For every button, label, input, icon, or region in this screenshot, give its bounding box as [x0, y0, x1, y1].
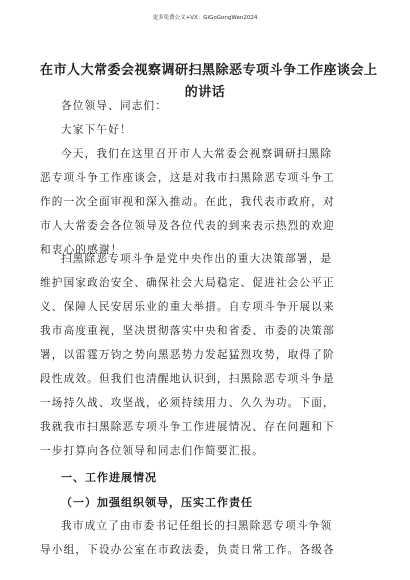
paragraph-line: 义、保障人民安居乐业的重大举措。自专项斗争开展以来 [40, 301, 335, 313]
paragraph-2 [40, 247, 370, 463]
paragraph-line: 和衷心的感谢！ [40, 244, 123, 256]
paragraph-1 [40, 142, 370, 262]
paragraph-line: 作的一次全面审视和深入推动。在此，我代表市政府，对 [40, 196, 335, 208]
paragraph-line: 恶专项斗争工作座谈会，这是对我市扫黑除恶专项斗争工 [40, 172, 335, 184]
paragraph-3 [40, 514, 370, 562]
paragraph-line: 段性成效。但我们也清醒地认识到，扫黑除恶专项斗争是 [40, 373, 335, 385]
section-heading-1: 一、工作进展情况 [61, 471, 157, 484]
title-line-2: 的讲话 [184, 85, 226, 100]
paragraph-line: 导小组，下设办公室在市政法委，负责日常工作。各级各 [40, 544, 335, 556]
title-line-1: 在市人大常委会视察调研扫黑除恶专项斗争工作座谈会上 [40, 63, 378, 78]
header-note: 更多免费公文+VX：GiGoGongWen2024 [152, 15, 258, 21]
paragraph-line: 我市高度重视，坚决贯彻落实中央和省委、市委的决策部 [40, 325, 335, 337]
paragraph-line: 一步打算向各位领导和同志们作简要汇报。 [40, 445, 265, 457]
paragraph-line: 我市成立了由市委书记任组长的扫黑除恶专项斗争领 [61, 520, 333, 532]
salutation: 各位领导、同志们： [61, 100, 168, 112]
subsection-heading-1: （一）加强组织领导，压实工作责任 [61, 496, 253, 509]
paragraph-line: 市人大常委会各位领导及各位代表的到来表示热烈的欢迎 [40, 220, 335, 232]
paragraph-line: 今天，我们在这里召开市人大常委会视察调研扫黑除 [61, 148, 333, 160]
greeting: 大家下午好！ [61, 124, 132, 136]
paragraph-line: 扫黑除恶专项斗争是党中央作出的重大决策部署，是 [61, 253, 333, 265]
paragraph-line: 维护国家政治安全、确保社会大局稳定、促进社会公平正 [40, 277, 335, 289]
paragraph-line: 署，以雷霆万钧之势向黑恶势力发起猛烈攻势，取得了阶 [40, 349, 335, 361]
paragraph-line: 一场持久战、攻坚战，必须持续用力、久久为功。下面， [40, 397, 335, 409]
paragraph-line: 我就我市扫黑除恶专项斗争工作进展情况、存在问题和下 [40, 421, 335, 433]
